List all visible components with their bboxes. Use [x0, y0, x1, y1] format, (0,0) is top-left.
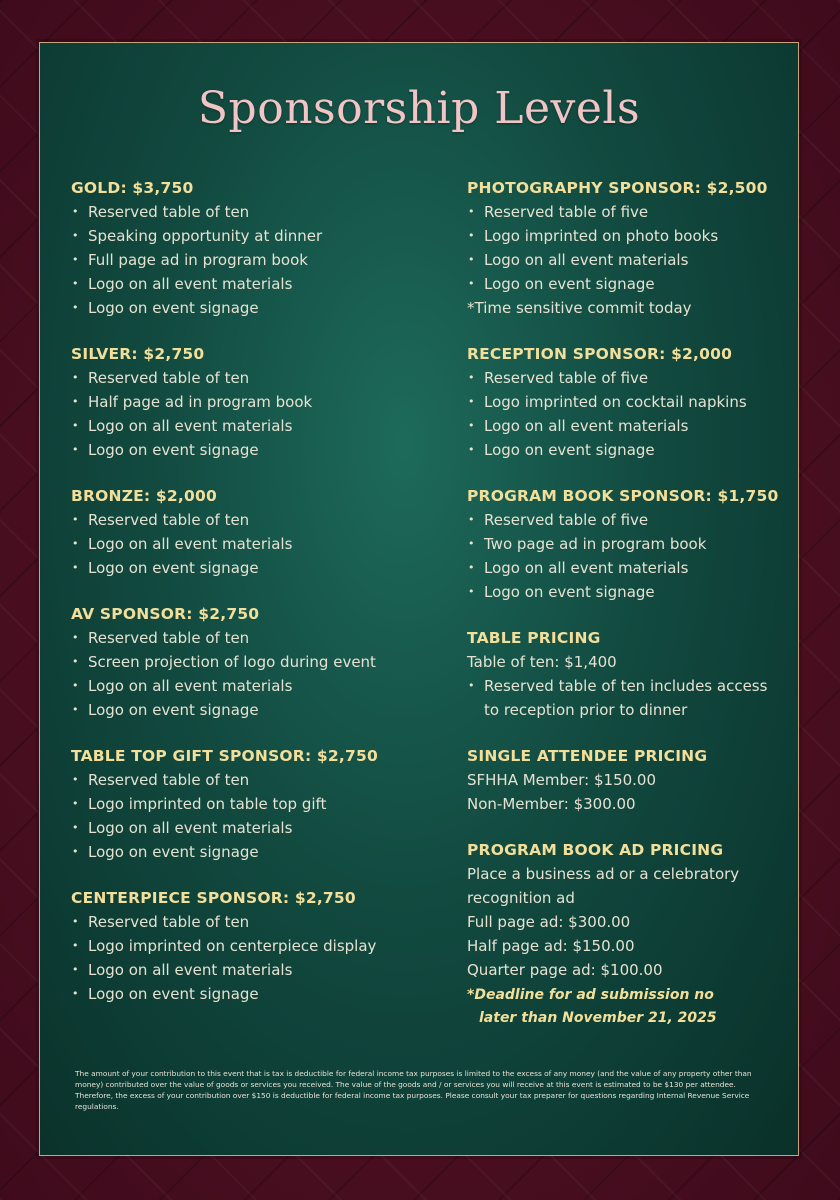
benefit-item: • Logo imprinted on centerpiece display: [71, 934, 431, 958]
bullet-icon: •: [72, 797, 79, 810]
deadline-line: *Deadline for ad submission no: [467, 987, 714, 1003]
bullet-icon: •: [72, 963, 79, 976]
section-heading: CENTERPIECE SPONSOR: $2,750: [71, 889, 356, 907]
benefit-item: • Two page ad in program book: [467, 532, 787, 556]
benefit-item: • Reserved table of ten: [71, 508, 431, 532]
deadline-line: later than November 21, 2025: [479, 1010, 717, 1026]
benefit-item: • Logo on all event materials: [71, 816, 431, 840]
section-heading: BRONZE: $2,000: [71, 487, 217, 505]
benefit-item: • Reserved table of five: [467, 508, 787, 532]
sponsorship-panel: [39, 42, 799, 1156]
benefit-item: • Logo on all event materials: [71, 414, 431, 438]
table-pricing-section: [467, 626, 787, 722]
quarter-page-price: Quarter page ad: $100.00: [467, 961, 663, 979]
benefit-item: • Logo on event signage: [71, 438, 431, 462]
benefit-item: • Logo on all event materials: [467, 414, 787, 438]
benefit-list: [467, 508, 787, 604]
bullet-icon: •: [468, 679, 475, 692]
sponsor-section: [71, 886, 431, 1006]
sponsor-section: [71, 602, 431, 722]
section-heading: SILVER: $2,750: [71, 345, 205, 363]
bullet-icon: •: [72, 845, 79, 858]
benefit-list: [71, 910, 431, 1006]
right-column: [467, 176, 787, 1052]
tax-disclaimer: The amount of your contribution to this event that is tax is deductible for federal income tax purposes is limited to the excess of any money (and the value of any property other than money) contributed over the value of goods or services you received. The value of the goods and / or services you will receive at this event is estimated to be $130 per attendee. Therefore, the excess of your contribution over $150 is deductible for federal income tax purposes. Please consult your tax preparer for questions regarding Internal Revenue Service regulations.: [75, 1069, 752, 1111]
bullet-icon: •: [72, 679, 79, 692]
sponsor-section: [71, 744, 431, 864]
section-heading: PHOTOGRAPHY SPONSOR: $2,500: [467, 179, 768, 197]
benefit-list: [71, 508, 431, 580]
sponsor-section: [71, 342, 431, 462]
benefit-item: • Logo on all event materials: [467, 556, 787, 580]
bullet-icon: •: [72, 513, 79, 526]
benefit-item: • Half page ad in program book: [71, 390, 431, 414]
benefit-item: • Logo on event signage: [71, 296, 431, 320]
benefit-item: • Screen projection of logo during event: [71, 650, 431, 674]
bullet-icon: •: [72, 277, 79, 290]
benefit-item: • Reserved table of ten: [71, 200, 431, 224]
bullet-icon: •: [72, 655, 79, 668]
bullet-icon: •: [468, 371, 475, 384]
ad-deadline: [467, 984, 787, 1030]
benefit-list: [71, 200, 431, 320]
bullet-icon: •: [72, 703, 79, 716]
member-price: SFHHA Member: $150.00: [467, 771, 657, 789]
bullet-icon: •: [72, 987, 79, 1000]
bullet-icon: •: [72, 939, 79, 952]
sponsor-section: [71, 176, 431, 320]
bullet-icon: •: [72, 561, 79, 574]
benefit-item: • Reserved table of ten: [71, 366, 431, 390]
benefit-item: • Logo imprinted on table top gift: [71, 792, 431, 816]
benefit-item: • Reserved table of ten: [71, 910, 431, 934]
benefit-item: • Logo on event signage: [467, 580, 787, 604]
bullet-icon: •: [72, 395, 79, 408]
section-heading: PROGRAM BOOK AD PRICING: [467, 841, 724, 859]
full-page-price: Full page ad: $300.00: [467, 913, 631, 931]
section-heading: SINGLE ATTENDEE PRICING: [467, 747, 708, 765]
benefit-item: • Logo on all event materials: [467, 248, 787, 272]
program-book-sponsor-section: [467, 484, 787, 604]
bullet-icon: •: [72, 371, 79, 384]
benefit-list: [71, 626, 431, 722]
bullet-icon: •: [72, 253, 79, 266]
benefit-list: [467, 674, 787, 722]
bullet-icon: •: [468, 395, 475, 408]
ad-intro: Place a business ad or a celebratory recognition ad: [467, 865, 740, 907]
photography-sponsor-section: [467, 176, 787, 320]
non-member-price: Non-Member: $300.00: [467, 795, 636, 813]
benefit-item: • Speaking opportunity at dinner: [71, 224, 431, 248]
table-price: Table of ten: $1,400: [467, 653, 617, 671]
benefit-item: • Logo imprinted on photo books: [467, 224, 787, 248]
benefit-list: [71, 768, 431, 864]
section-heading: TABLE TOP GIFT SPONSOR: $2,750: [71, 747, 378, 765]
benefit-item: • Logo on event signage: [71, 982, 431, 1006]
section-heading: RECEPTION SPONSOR: $2,000: [467, 345, 733, 363]
sponsor-section: [71, 484, 431, 580]
single-attendee-section: [467, 744, 787, 816]
benefit-item: • Reserved table of five: [467, 200, 787, 224]
half-page-price: Half page ad: $150.00: [467, 937, 635, 955]
section-heading: PROGRAM BOOK SPONSOR: $1,750: [467, 487, 779, 505]
page-title: Sponsorship Levels: [197, 83, 641, 134]
bullet-icon: •: [468, 443, 475, 456]
bullet-icon: •: [72, 821, 79, 834]
bullet-icon: •: [468, 537, 475, 550]
bullet-icon: •: [72, 631, 79, 644]
bullet-icon: •: [72, 419, 79, 432]
bullet-icon: •: [72, 773, 79, 786]
benefit-item: • Reserved table of ten includes access to reception prior to dinner: [467, 674, 787, 722]
benefit-item: • Logo on event signage: [71, 840, 431, 864]
bullet-icon: •: [72, 301, 79, 314]
benefit-item: • Reserved table of ten: [71, 768, 431, 792]
benefit-item: • Logo on all event materials: [71, 272, 431, 296]
time-sensitive-note: *Time sensitive commit today: [467, 299, 692, 317]
benefit-item: • Logo imprinted on cocktail napkins: [467, 390, 787, 414]
benefit-item: • Logo on all event materials: [71, 532, 431, 556]
benefit-item: • Reserved table of five: [467, 366, 787, 390]
bullet-icon: •: [72, 229, 79, 242]
benefit-list: [467, 366, 787, 462]
bullet-icon: •: [72, 915, 79, 928]
benefit-item: • Logo on event signage: [71, 698, 431, 722]
bullet-icon: •: [468, 277, 475, 290]
bullet-icon: •: [72, 443, 79, 456]
bullet-icon: •: [468, 229, 475, 242]
section-heading: GOLD: $3,750: [71, 179, 194, 197]
benefit-item: • Logo on event signage: [71, 556, 431, 580]
bullet-icon: •: [468, 419, 475, 432]
bullet-icon: •: [72, 205, 79, 218]
benefit-item: • Logo on event signage: [467, 272, 787, 296]
benefit-item: • Full page ad in program book: [71, 248, 431, 272]
section-heading: AV SPONSOR: $2,750: [71, 605, 260, 623]
benefit-item: • Logo on event signage: [467, 438, 787, 462]
benefit-list: [71, 366, 431, 462]
benefit-list: [467, 200, 787, 296]
bullet-icon: •: [72, 537, 79, 550]
ad-pricing-section: [467, 838, 787, 1030]
bullet-icon: •: [468, 205, 475, 218]
left-column: [71, 176, 431, 1028]
bullet-icon: •: [468, 585, 475, 598]
bullet-icon: •: [468, 561, 475, 574]
reception-sponsor-section: [467, 342, 787, 462]
benefit-item: • Logo on all event materials: [71, 674, 431, 698]
section-heading: TABLE PRICING: [467, 629, 601, 647]
benefit-item: • Logo on all event materials: [71, 958, 431, 982]
bullet-icon: •: [468, 253, 475, 266]
benefit-item: • Reserved table of ten: [71, 626, 431, 650]
bullet-icon: •: [468, 513, 475, 526]
